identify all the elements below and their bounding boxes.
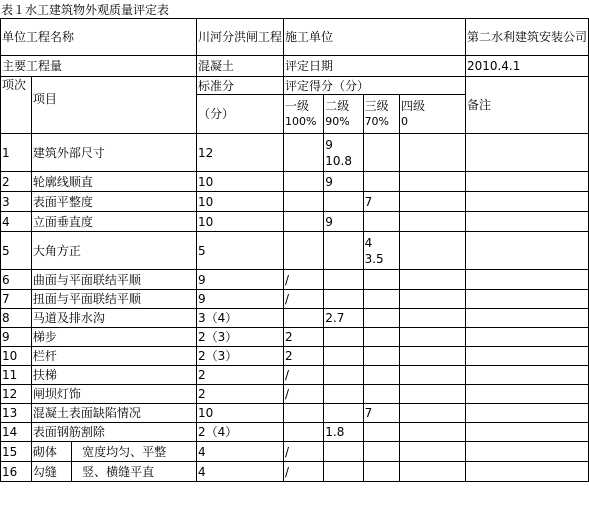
row-grade3 [363, 366, 399, 385]
col-item-label: 项目 [32, 92, 57, 106]
row-item: 混凝土表面缺陷情况 [31, 404, 196, 423]
row-item: 立面垂直度 [31, 212, 196, 232]
row-grade3 [363, 385, 399, 404]
grade2-value: 1.8 [325, 425, 345, 439]
table-row [1, 347, 589, 366]
row-grade2 [324, 232, 363, 270]
table-row [1, 212, 589, 232]
grade3-value: 7 [364, 194, 373, 209]
row-remarks [465, 442, 588, 462]
row-grade3 [363, 192, 399, 212]
row-grade3 [363, 462, 399, 482]
row-remarks [465, 423, 588, 442]
col-std-header: 标准分 [196, 77, 283, 95]
row-remarks [465, 134, 588, 172]
row-item: 表面钢筋割除 [31, 423, 196, 442]
date-value: 2010.4.1 [465, 56, 588, 77]
row-no: 5 [1, 232, 32, 270]
row-grade4 [400, 385, 466, 404]
table-row [1, 385, 589, 404]
table-row [1, 309, 589, 328]
row-remarks [465, 212, 588, 232]
grade3-header [363, 95, 399, 134]
row-grade3 [363, 423, 399, 442]
row-grade3 [363, 442, 399, 462]
row-no: 9 [1, 328, 32, 347]
row-remarks [465, 232, 588, 270]
row-std-score: 2 [196, 385, 283, 404]
table-row [1, 423, 589, 442]
row-remarks [465, 404, 588, 423]
row-grade1: / [283, 462, 323, 482]
row-grade4 [400, 232, 466, 270]
row-item: 闸坝灯饰 [31, 385, 196, 404]
grade3-label: 三级 [364, 99, 389, 113]
row-std-score: 12 [196, 134, 283, 172]
row-grade1 [283, 192, 323, 212]
row-grade2 [324, 423, 363, 442]
row-item: 建筑外部尺寸 [31, 134, 196, 172]
row-grade4 [400, 366, 466, 385]
row-grade4 [400, 290, 466, 309]
row-no: 13 [1, 404, 32, 423]
row-remarks [465, 309, 588, 328]
row-grade3 [363, 172, 399, 192]
row-std-score: 10 [196, 404, 283, 423]
col-item-header [31, 77, 196, 134]
row-remarks [465, 290, 588, 309]
row-std-score: 2（3） [196, 328, 283, 347]
grade2-value: 9 [325, 174, 333, 189]
row-grade2 [324, 328, 363, 347]
table-row [1, 328, 589, 347]
row-std-score: 2（3） [196, 347, 283, 366]
table-row [1, 290, 589, 309]
row-grade2 [324, 290, 363, 309]
row-grade3 [363, 134, 399, 172]
row-grade4 [400, 309, 466, 328]
row-grade3 [363, 328, 399, 347]
row-std-score: 10 [196, 192, 283, 212]
row-grade4 [400, 404, 466, 423]
row-item: 表面平整度 [31, 192, 196, 212]
row-item: 砌体 [31, 442, 71, 462]
table-row [1, 134, 589, 172]
quantity-label: 主要工程量 [1, 56, 197, 77]
row-std-score: 10 [196, 212, 283, 232]
row-grade2 [324, 212, 363, 232]
table-row [1, 366, 589, 385]
row-grade3 [363, 290, 399, 309]
row-grade1 [283, 423, 323, 442]
row-no: 8 [1, 309, 32, 328]
row-item: 勾缝 [31, 462, 71, 482]
row-item: 栏杆 [31, 347, 196, 366]
contractor-value: 第二水利建筑安装公司 [465, 19, 588, 56]
header-row-quantity [1, 56, 589, 77]
quantity-value: 混凝土 [196, 56, 283, 77]
grade3-value: 4 [364, 235, 373, 250]
row-grade3 [363, 232, 399, 270]
col-score-group-header: 评定得分（分） [283, 77, 465, 95]
grade4-header [400, 95, 466, 134]
grade3-value: 7 [364, 406, 373, 420]
row-no: 4 [1, 212, 32, 232]
row-grade2 [324, 270, 363, 290]
row-grade1 [283, 309, 323, 328]
row-grade3 [363, 309, 399, 328]
row-grade4 [400, 212, 466, 232]
row-no: 12 [1, 385, 32, 404]
row-grade4 [400, 423, 466, 442]
header-row-std [1, 77, 589, 95]
row-grade2 [324, 366, 363, 385]
grade4-label: 四级 [401, 99, 426, 113]
grade1-pct: 100% [284, 115, 317, 128]
row-std-score: 9 [196, 290, 283, 309]
row-grade2 [324, 404, 363, 423]
row-grade4 [400, 270, 466, 290]
table-row [1, 192, 589, 212]
row-grade1: / [283, 385, 323, 404]
row-grade3 [363, 212, 399, 232]
row-grade1: / [283, 442, 323, 462]
grade2-score: 10.8 [325, 153, 352, 168]
row-grade2 [324, 385, 363, 404]
table-title: 表１水工建筑物外观质量评定表 [1, 3, 170, 17]
grade2-header [324, 95, 363, 134]
row-sub-item: 宽度均匀、平整 [72, 442, 197, 462]
row-item: 扶梯 [31, 366, 196, 385]
table-row [1, 404, 589, 423]
row-std-score: 9 [196, 270, 283, 290]
grade1-label: 一级 [284, 99, 309, 113]
table-row [1, 172, 589, 192]
row-grade2 [324, 309, 363, 328]
row-remarks [465, 385, 588, 404]
row-no: 14 [1, 423, 32, 442]
row-grade4 [400, 192, 466, 212]
unit-project-value: 川河分洪闸工程 [196, 19, 283, 56]
row-grade2 [324, 192, 363, 212]
row-grade3 [363, 404, 399, 423]
col-std-unit: （分） [196, 95, 283, 134]
row-std-score: 5 [196, 232, 283, 270]
row-grade2 [324, 462, 363, 482]
row-std-score: 10 [196, 172, 283, 192]
grade2-pct: 90% [325, 115, 350, 128]
col-no-header: 项次 [1, 77, 32, 134]
row-grade3 [363, 270, 399, 290]
row-item: 马道及排水沟 [31, 309, 196, 328]
row-grade2 [324, 172, 363, 192]
row-grade4 [400, 134, 466, 172]
row-grade4 [400, 172, 466, 192]
row-std-score: 2（4） [196, 423, 283, 442]
header-row-unit [1, 19, 589, 56]
row-std-score: 4 [196, 462, 283, 482]
row-remarks [465, 462, 588, 482]
row-no: 16 [1, 462, 32, 482]
grade2-value: 2.7 [325, 311, 345, 325]
table-row [1, 270, 589, 290]
row-remarks [465, 366, 588, 385]
row-sub-item: 竖、横缝平直 [72, 462, 197, 482]
row-no: 11 [1, 366, 32, 385]
row-grade1: 2 [283, 347, 323, 366]
row-grade2 [324, 134, 363, 172]
contractor-label: 施工单位 [283, 19, 465, 56]
table-row [1, 462, 589, 482]
row-grade1 [283, 212, 323, 232]
row-remarks [465, 172, 588, 192]
row-item: 大角方正 [31, 232, 196, 270]
row-grade4 [400, 442, 466, 462]
grade2-label: 二级 [325, 99, 350, 113]
row-item: 曲面与平面联结平顺 [31, 270, 196, 290]
table-row [1, 232, 589, 270]
row-remarks [465, 347, 588, 366]
row-remarks [465, 270, 588, 290]
row-item: 扭面与平面联结平顺 [31, 290, 196, 309]
quality-assessment-table [0, 18, 589, 482]
row-grade2 [324, 347, 363, 366]
col-remarks-header: 备注 [465, 77, 588, 134]
grade3-score: 3.5 [364, 251, 384, 266]
unit-project-label: 单位工程名称 [1, 19, 197, 56]
row-std-score: 4 [196, 442, 283, 462]
row-no: 3 [1, 192, 32, 212]
row-grade1: / [283, 366, 323, 385]
row-no: 10 [1, 347, 32, 366]
row-grade4 [400, 462, 466, 482]
row-remarks [465, 192, 588, 212]
grade2-value: 9 [325, 214, 333, 229]
grade3-pct: 70% [364, 115, 390, 128]
grade2-value: 9 [325, 137, 333, 152]
row-grade1 [283, 232, 323, 270]
row-no: 1 [1, 134, 32, 172]
row-remarks [465, 328, 588, 347]
row-std-score: 2 [196, 366, 283, 385]
row-grade1 [283, 172, 323, 192]
row-no: 6 [1, 270, 32, 290]
grade4-pct: 0 [401, 115, 408, 128]
row-item: 梯步 [31, 328, 196, 347]
row-no: 2 [1, 172, 32, 192]
row-std-score: 3（4） [196, 309, 283, 328]
row-grade1: / [283, 290, 323, 309]
row-grade4 [400, 328, 466, 347]
row-grade3 [363, 347, 399, 366]
row-grade1: / [283, 270, 323, 290]
row-grade1 [283, 134, 323, 172]
row-grade2 [324, 442, 363, 462]
row-grade4 [400, 347, 466, 366]
row-no: 7 [1, 290, 32, 309]
grade1-header [283, 95, 323, 134]
row-grade1 [283, 404, 323, 423]
date-label: 评定日期 [283, 56, 465, 77]
row-grade1: 2 [283, 328, 323, 347]
row-item: 轮廓线顺直 [31, 172, 196, 192]
table-row [1, 442, 589, 462]
row-no: 15 [1, 442, 32, 462]
